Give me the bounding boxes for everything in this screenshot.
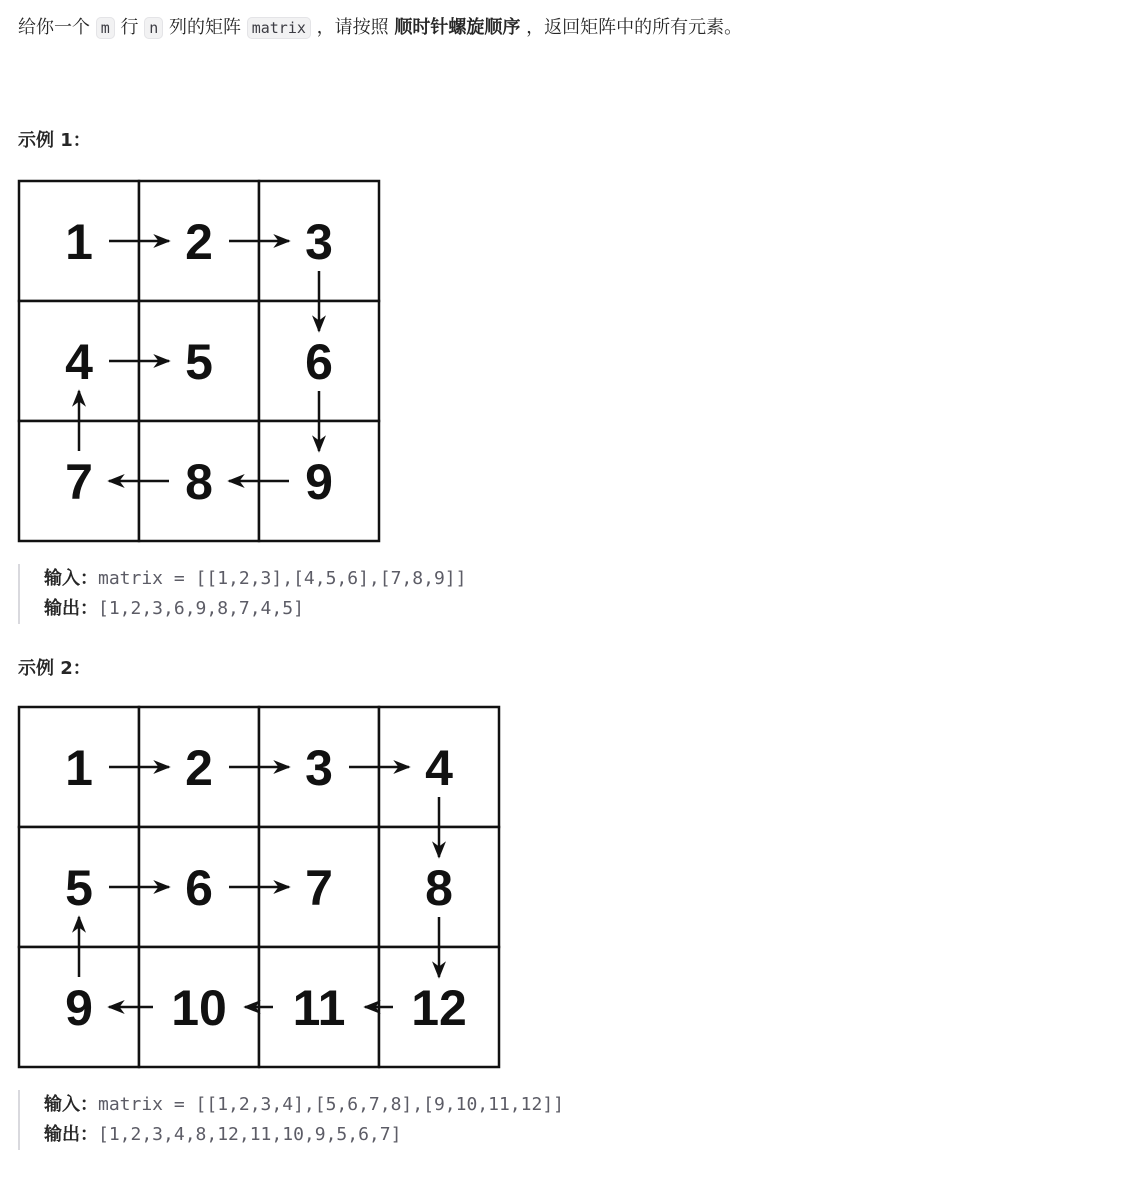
cell-value: 2 [185, 740, 213, 796]
cell-value: 6 [185, 860, 213, 916]
example-1-input [44, 564, 466, 594]
example-1-spiral-grid [16, 178, 382, 544]
example-2-output [44, 1120, 564, 1150]
example-2-title: 示例 2： [18, 658, 91, 679]
output-label: 输出： [44, 598, 98, 619]
cell-value: 5 [185, 334, 213, 390]
input-value: matrix = [[1,2,3,4],[5,6,7,8],[9,10,11,12]] [98, 1094, 564, 1115]
cell-value: 4 [425, 740, 453, 796]
cell-value: 6 [305, 334, 333, 390]
example-2-spiral-grid [16, 704, 502, 1070]
cell-value: 4 [65, 334, 93, 390]
output-value: [1,2,3,6,9,8,7,4,5] [98, 598, 304, 619]
cell-value: 12 [411, 980, 467, 1036]
statement-text: ，请按照 [310, 17, 395, 38]
cell-value: 2 [185, 214, 213, 270]
inline-code: n [144, 17, 163, 39]
cell-value: 3 [305, 740, 333, 796]
statement-text: 行 [114, 17, 145, 38]
example-1-output [44, 594, 466, 624]
cell-value: 9 [305, 454, 333, 510]
cell-value: 3 [305, 214, 333, 270]
statement-text: 给你一个 [18, 17, 96, 38]
cell-value: 8 [185, 454, 213, 510]
example-1-title: 示例 1： [18, 130, 91, 151]
input-value: matrix = [[1,2,3],[4,5,6],[7,8,9]] [98, 568, 467, 589]
input-label: 输入： [44, 1094, 98, 1115]
cell-value: 10 [171, 980, 227, 1036]
cell-value: 7 [305, 860, 333, 916]
output-value: [1,2,3,4,8,12,11,10,9,5,6,7] [98, 1124, 402, 1145]
cell-value: 7 [65, 454, 93, 510]
emphasis-text: 顺时针螺旋顺序 [394, 17, 521, 38]
example-1-io [18, 564, 466, 624]
inline-code: matrix [247, 17, 311, 39]
statement-text: ，返回矩阵中的所有元素。 [520, 17, 743, 38]
cell-value: 5 [65, 860, 93, 916]
example-2-io [18, 1090, 564, 1150]
input-label: 输入： [44, 568, 98, 589]
example-2-input [44, 1090, 564, 1120]
inline-code: m [96, 17, 115, 39]
cell-value: 11 [292, 980, 346, 1036]
cell-value: 1 [65, 214, 93, 270]
output-label: 输出： [44, 1124, 98, 1145]
cell-value: 8 [425, 860, 453, 916]
cell-value: 1 [65, 740, 93, 796]
statement-text: 列的矩阵 [163, 17, 247, 38]
cell-value: 9 [65, 980, 93, 1036]
problem-statement [18, 14, 742, 42]
